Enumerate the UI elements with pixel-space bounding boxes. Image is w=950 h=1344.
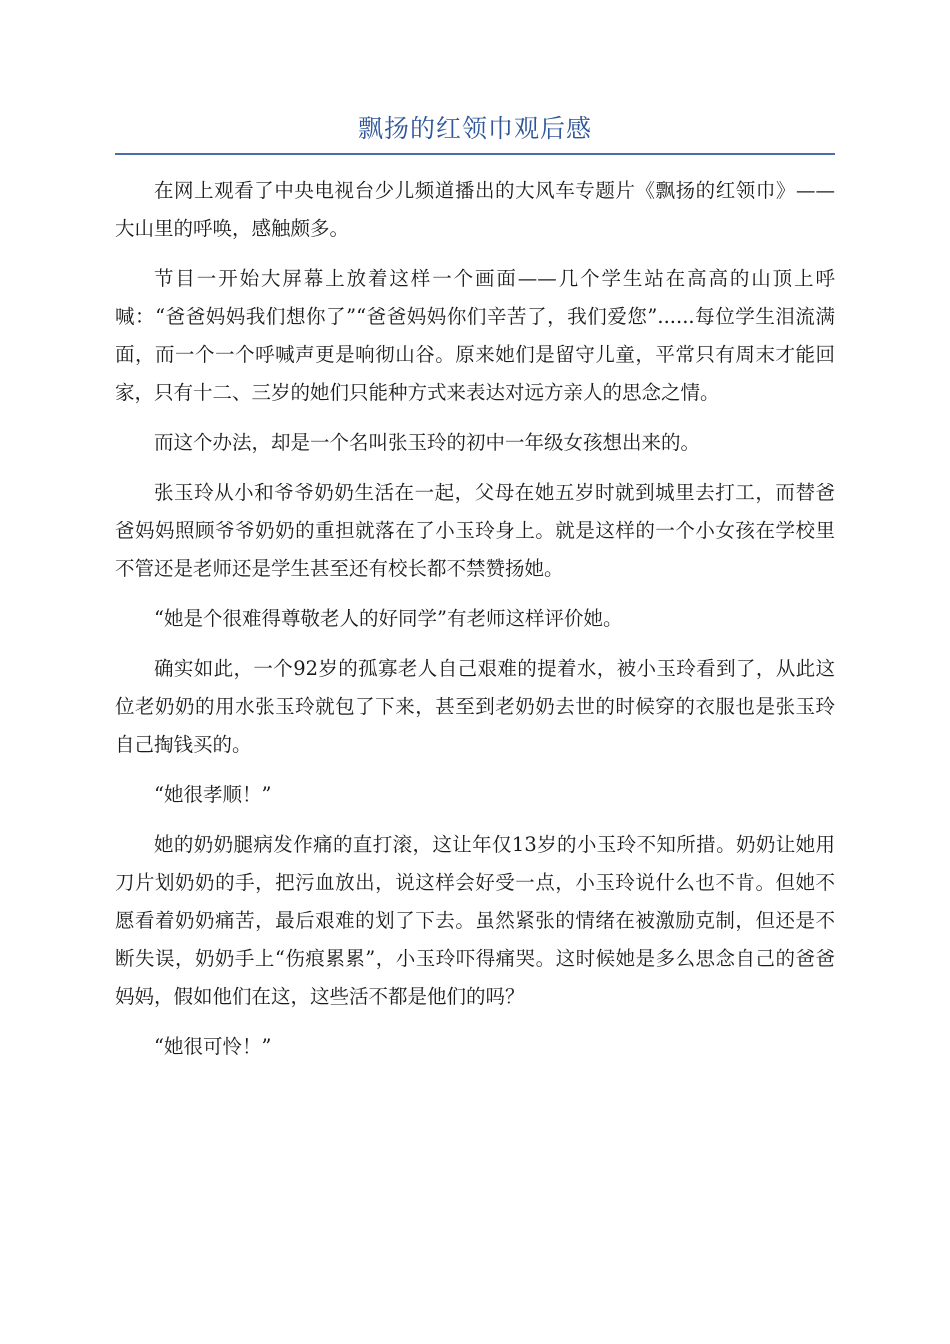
title-underline [115,153,835,155]
document-body [115,172,835,1078]
document-title: 飘扬的红领巾观后感 [357,114,592,143]
paragraph: 而这个办法，却是一个名叫张玉玲的初中一年级女孩想出来的。 [154,431,701,454]
paragraph: 确实如此，一个92岁的孤寡老人自己艰难的提着水，被小玉玲看到了，从此这位老奶奶的用水张玉玲就包了下来，甚至到老奶奶去世的时候穿的衣服也是张玉玲自己掏钱买的。 [115,657,835,756]
paragraph: “她很孝顺！” [154,783,272,806]
paragraph: 她的奶奶腿病发作痛的直打滚，这让年仅13岁的小玉玲不知所措。奶奶让她用刀片划奶奶的手，把污血放出，说这样会好受一点，小玉玲说什么也不肯。但她不愿看着奶奶痛苦，最后艰难的划了下去。虽然紧张的情绪在被激励克制，但还是不断失误，奶奶手上“伤痕累累”，小玉玲吓得痛哭。这时候她是多么思念自己的爸爸妈妈，假如他们在这，这些活不都是他们的吗？ [115,833,835,1008]
paragraph: 节目一开始大屏幕上放着这样一个画面——几个学生站在高高的山顶上呼喊：“爸爸妈妈我们想你了”“爸爸妈妈你们辛苦了，我们爱您”......每位学生泪流满面，而一个一个呼喊声更是响彻山谷。原来她们是留守儿童，平常只有周末才能回家，只有十二、三岁的她们只能种方式来表达对远方亲人的思念之情。 [115,267,835,404]
paragraph: 张玉玲从小和爷爷奶奶生活在一起，父母在她五岁时就到城里去打工，而替爸爸妈妈照顾爷爷奶奶的重担就落在了小玉玲身上。就是这样的一个小女孩在学校里不管还是老师还是学生甚至还有校长都不禁赞扬她。 [115,481,835,580]
paragraph: “她很可怜！” [154,1035,272,1058]
paragraph: “她是个很难得尊敬老人的好同学”有老师这样评价她。 [154,607,623,630]
paragraph: 在网上观看了中央电视台少儿频道播出的大风车专题片《飘扬的红领巾》——大山里的呼唤，感触颇多。 [115,179,835,240]
